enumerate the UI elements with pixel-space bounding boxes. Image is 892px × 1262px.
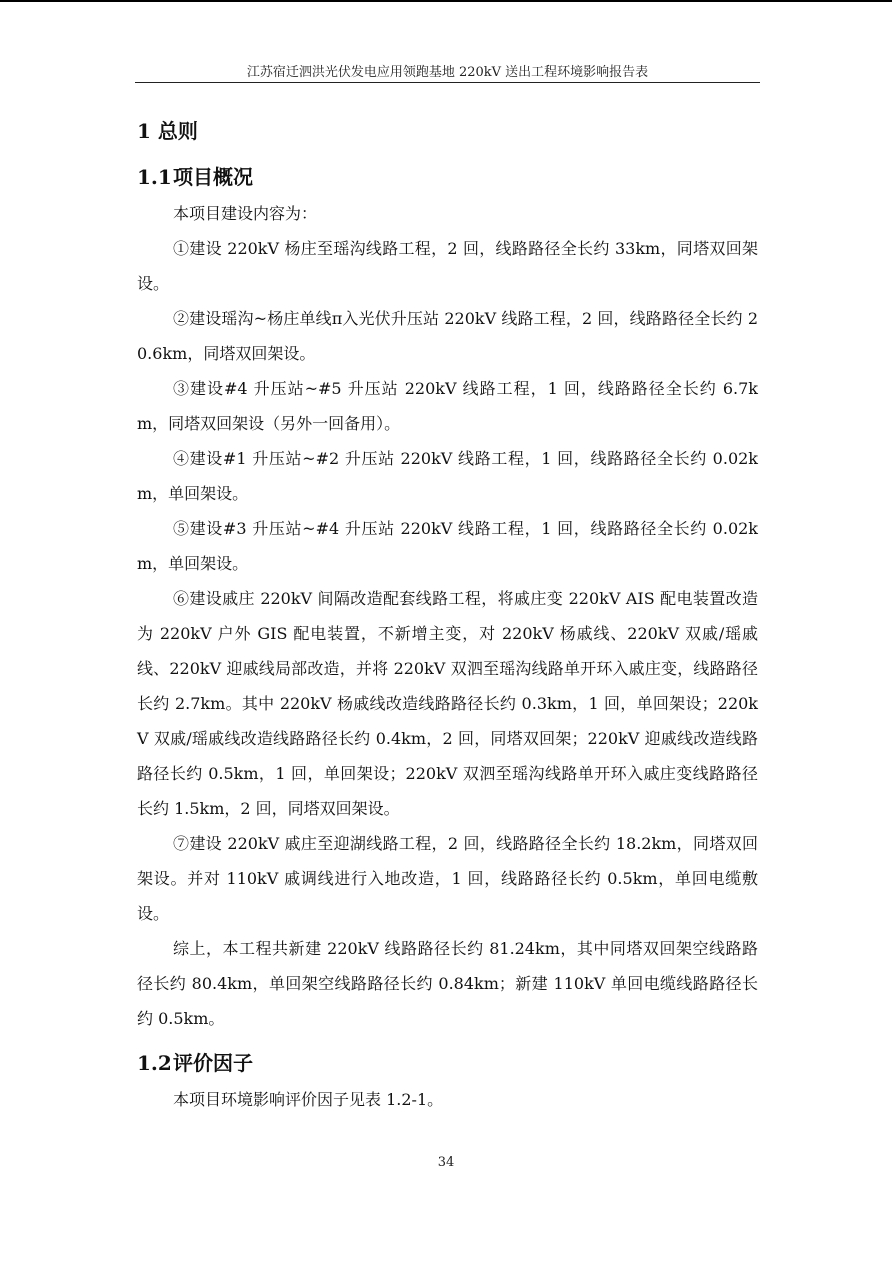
- section-title: 评价因子: [173, 1051, 253, 1075]
- paragraph-item-4: ④建设#1 升压站~#2 升压站 220kV 线路工程，1 回，线路路径全长约 0.02km，单回架设。: [137, 449, 758, 503]
- paragraph-item-6: ⑥建设戚庄 220kV 间隔改造配套线路工程，将戚庄变 220kV AIS 配电装置改造为 220kV 户外 GIS 配电装置，不新增主变，对 220kV 杨戚线、220kV 双戚/瑶戚线、220kV 迎戚线局部改造，并将 220kV 双泗至瑶沟线路单开环入戚庄变，线路路径长约 2.7km。其中 220kV 杨戚线改造线路路径长约 0.3km，1 回，单回架设；220kV 双戚/瑶戚线改造线路路径长约 0.4km，2 回，同塔双回架；220kV 迎戚线改造线路路径长约 0.5km，1 回，单回架设；220kV 双泗至瑶沟线路单开环入戚庄变线路路径长约 1.5km，2 回，同塔双回架设。: [137, 589, 758, 818]
- header-rule: [135, 82, 760, 83]
- section-number: 1.1: [137, 165, 172, 189]
- running-header: 江苏宿迁泗洪光伏发电应用领跑基地 220kV 送出工程环境影响报告表: [246, 65, 649, 80]
- section-heading: [137, 1044, 758, 1082]
- section-heading: [137, 158, 758, 196]
- paragraph-summary: 综上，本工程共新建 220kV 线路路径长约 81.24km，其中同塔双回架空线路路径长约 80.4km，单回架空线路路径长约 0.84km；新建 110kV 单回电缆线路路径长约 0.5km。: [137, 939, 758, 1028]
- paragraph-item-7: ⑦建设 220kV 戚庄至迎湖线路工程，2 回，线路路径全长约 18.2km，同塔双回架设。并对 110kV 戚调线进行入地改造，1 回，线路路径长约 0.5km，单回电缆敷设。: [137, 834, 758, 923]
- paragraph-factor-reference: 本项目环境影响评价因子见表 1.2-1。: [173, 1090, 444, 1109]
- paragraph-intro: 本项目建设内容为：: [173, 204, 318, 223]
- paragraph-item-2: ②建设瑶沟~杨庄单线π入光伏升压站 220kV 线路工程，2 回，线路路径全长约 20.6km，同塔双回架设。: [137, 309, 758, 363]
- document-body: [137, 112, 758, 1117]
- section-number: 1.2: [137, 1051, 172, 1075]
- top-border-line: [0, 0, 892, 2]
- paragraph-item-3: ③建设#4 升压站~#5 升压站 220kV 线路工程，1 回，线路路径全长约 6.7km，同塔双回架设（另外一回备用）。: [137, 379, 758, 433]
- paragraph-item-1: ①建设 220kV 杨庄至瑶沟线路工程，2 回，线路路径全长约 33km，同塔双回架设。: [137, 239, 758, 293]
- chapter-title: 1 总则: [137, 119, 198, 143]
- section-title: 项目概况: [173, 165, 253, 189]
- section-project-overview: [137, 158, 758, 1036]
- page-number: 34: [437, 1155, 455, 1170]
- section-evaluation-factors: [137, 1044, 758, 1117]
- paragraph-item-5: ⑤建设#3 升压站~#4 升压站 220kV 线路工程，1 回，线路路径全长约 0.02km，单回架设。: [137, 519, 758, 573]
